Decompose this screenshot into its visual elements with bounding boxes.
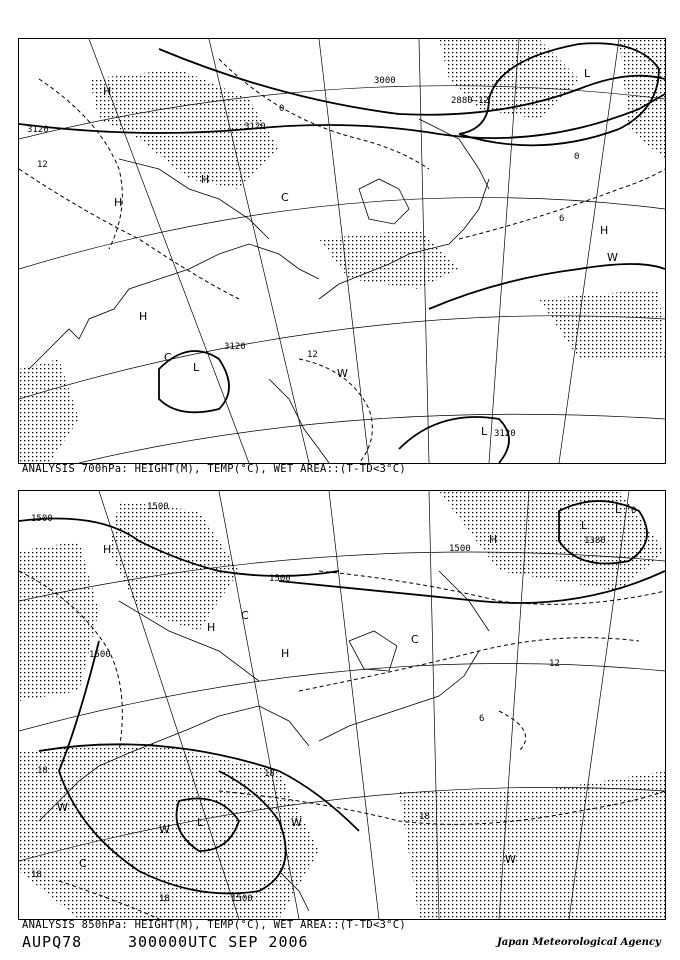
high-center: H xyxy=(114,196,123,209)
cold-center: C xyxy=(241,609,249,622)
height-label: 1500 xyxy=(31,514,53,524)
height-label: 1380 xyxy=(584,536,606,546)
height-label: 2880-12 xyxy=(451,96,489,106)
cold-center: C xyxy=(411,633,419,646)
coastlines xyxy=(29,119,489,463)
temp-label: 18 xyxy=(419,812,430,822)
map-panel-700hpa xyxy=(18,38,666,464)
agency-credit: Japan Meteorological Agency xyxy=(497,937,661,948)
low-center: L xyxy=(193,361,200,374)
chart-identifier: AUPQ78 xyxy=(22,933,83,951)
temp-label: 18 xyxy=(37,766,48,776)
warm-center: W xyxy=(505,853,516,866)
temp-label: 6 xyxy=(559,214,565,224)
height-label: 3120 xyxy=(224,342,246,352)
temp-label: 0 xyxy=(574,152,580,162)
temp-label: 18 xyxy=(264,769,275,779)
low-center: L xyxy=(615,503,622,516)
temp-label: 0 xyxy=(279,104,285,114)
high-center: H xyxy=(281,647,290,660)
high-center: H xyxy=(207,621,216,634)
cold-center: C xyxy=(164,351,172,364)
temp-label: 12 xyxy=(37,160,48,170)
low-center: L xyxy=(581,519,588,532)
height-label: 1500 xyxy=(449,544,471,554)
wet-area-stipple xyxy=(19,491,665,919)
map-850hpa-canvas xyxy=(19,491,665,919)
temp-label: 18 xyxy=(31,870,42,880)
height-label: 3120 xyxy=(244,122,266,132)
height-label: 1500 xyxy=(231,894,253,904)
low-center: L xyxy=(584,67,591,80)
height-label: 3120 xyxy=(494,429,516,439)
low-center: L xyxy=(481,425,488,438)
temp-label: 12 xyxy=(549,659,560,669)
valid-time: 300000UTC SEP 2006 xyxy=(128,933,309,951)
temp-label: 18 xyxy=(159,894,170,904)
map-700hpa-canvas xyxy=(19,39,665,463)
warm-center: W xyxy=(337,367,348,380)
high-center: H xyxy=(103,543,112,556)
high-center: H xyxy=(489,533,498,546)
low-center: L xyxy=(197,816,204,829)
caption-700hpa: ANALYSIS 700hPa: HEIGHT(M), TEMP(°C), WET AREA::(T-TD<3°C) xyxy=(22,463,407,475)
height-label: 1500 xyxy=(147,502,169,512)
warm-center: W xyxy=(607,251,618,264)
height-label: 3000 xyxy=(374,76,396,86)
map-panel-850hpa xyxy=(18,490,666,920)
temp-label: 0 xyxy=(631,506,637,516)
height-label: 3120 xyxy=(27,125,49,135)
temp-label: 12 xyxy=(307,350,318,360)
height-label: 1500 xyxy=(89,650,111,660)
cold-center: C xyxy=(79,857,87,870)
temp-label: 6 xyxy=(479,714,485,724)
warm-center: W xyxy=(291,816,302,829)
high-center: H xyxy=(600,224,609,237)
high-center: H xyxy=(103,85,112,98)
high-center: H xyxy=(139,310,148,323)
high-center: H xyxy=(201,173,210,186)
height-label: 1500 xyxy=(269,574,291,584)
cold-center: C xyxy=(281,191,289,204)
warm-center: W xyxy=(57,801,68,814)
warm-center: W xyxy=(159,823,170,836)
caption-850hpa: ANALYSIS 850hPa: HEIGHT(M), TEMP(°C), WET AREA::(T-TD<3°C) xyxy=(22,919,407,931)
